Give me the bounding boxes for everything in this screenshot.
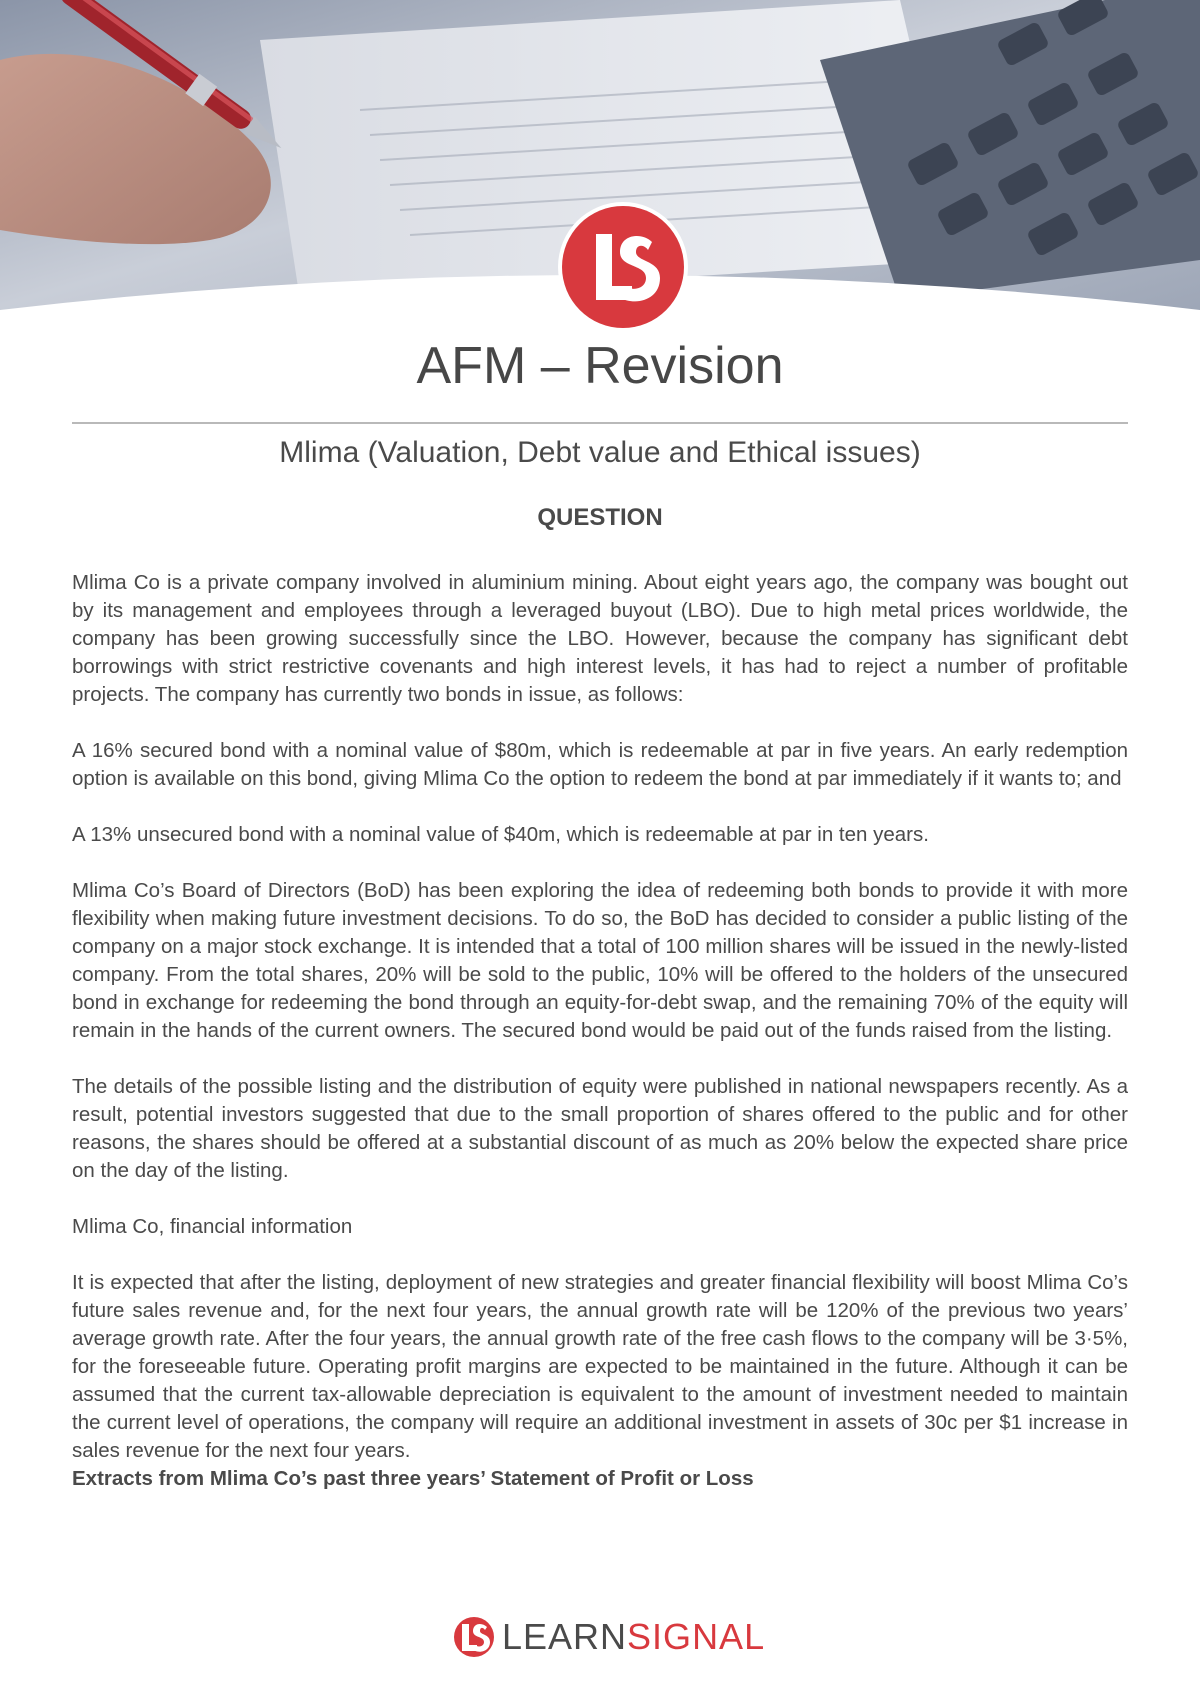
paragraph-financial-info-label: Mlima Co, financial information [72, 1215, 353, 1238]
section-heading: QUESTION [537, 504, 663, 531]
page-title: AFM – Revision [416, 337, 784, 395]
paragraph-unsecured-bond: A 13% unsecured bond with a nominal value of $40m, which is redeemable at par in ten years. [72, 823, 929, 846]
paragraph-discount: The details of the possible listing and the distribution of equity were published in national newspapers recently. As a result, potential investors suggested that due to the small proportion of shares offered to the public and for other reasons, the shares should be offered at a substantial discount of as much as 20% below the expected share price on the day of the listing. [72, 1075, 1128, 1182]
ls-circle-icon [452, 1615, 496, 1659]
table-heading: Extracts from Mlima Co’s past three years’ Statement of Profit or Loss [72, 1467, 754, 1490]
paragraph-secured-bond: A 16% secured bond with a nominal value of $80m, which is redeemable at par in five years. An early redemption option is available on this bond, giving Mlima Co the option to redeem the bond at par immediately if it wants to; and [72, 739, 1128, 790]
learnsignal-logo-badge [562, 206, 684, 328]
paragraph-listing: Mlima Co’s Board of Directors (BoD) has been exploring the idea of redeeming both bonds to provide it with more flexibility when making future investment decisions. To do so, the BoD has decided to consider a public listing of the company on a major stock exchange. It is intended that a total of 100 million shares will be issued in the newly-listed company. From the total shares, 20% will be sold to the public, 10% will be offered to the holders of the unsecured bond in exchange for redeeming the bond through an equity-for-debt swap, and the remaining 70% of the equity will remain in the hands of the current owners. The secured bond would be paid out of the funds raised from the listing. [72, 879, 1128, 1042]
wordmark-learn: LEARN [502, 1616, 628, 1657]
ls-monogram-icon [580, 224, 666, 310]
paragraph-growth: It is expected that after the listing, deployment of new strategies and greater financial flexibility will boost Mlima Co’s future sales revenue and, for the next four years, the annual growth rate will be 120% of the previous two years’ average growth rate. After the four years, the annual growth rate of the free cash flows to the company will be 3·5%, for the foreseeable future. Operating profit margins are expected to be maintained in the future. Although it can be assumed that the current tax-allowable depreciation is equivalent to the amount of investment needed to maintain the current level of operations, the company will require an additional investment in assets of 30c per $1 increase in sales revenue for the next four years. [72, 1271, 1128, 1462]
footer-wordmark [502, 1616, 765, 1658]
wordmark-signal: SIGNAL [627, 1616, 766, 1657]
question-body [72, 569, 1128, 1493]
page-subtitle: Mlima (Valuation, Debt value and Ethical issues) [279, 436, 921, 469]
title-divider [72, 422, 1128, 424]
paragraph-intro: Mlima Co is a private company involved in aluminium mining. About eight years ago, the company was bought out by its management and employees through a leveraged buyout (LBO). Due to high metal prices worldwide, the company has been growing successfully since the LBO. However, because the company has significant debt borrowings with strict restrictive covenants and high interest levels, it has had to reject a number of profitable projects. The company has currently two bonds in issue, as follows: [72, 571, 1128, 706]
footer-brand-logo [452, 1611, 765, 1663]
